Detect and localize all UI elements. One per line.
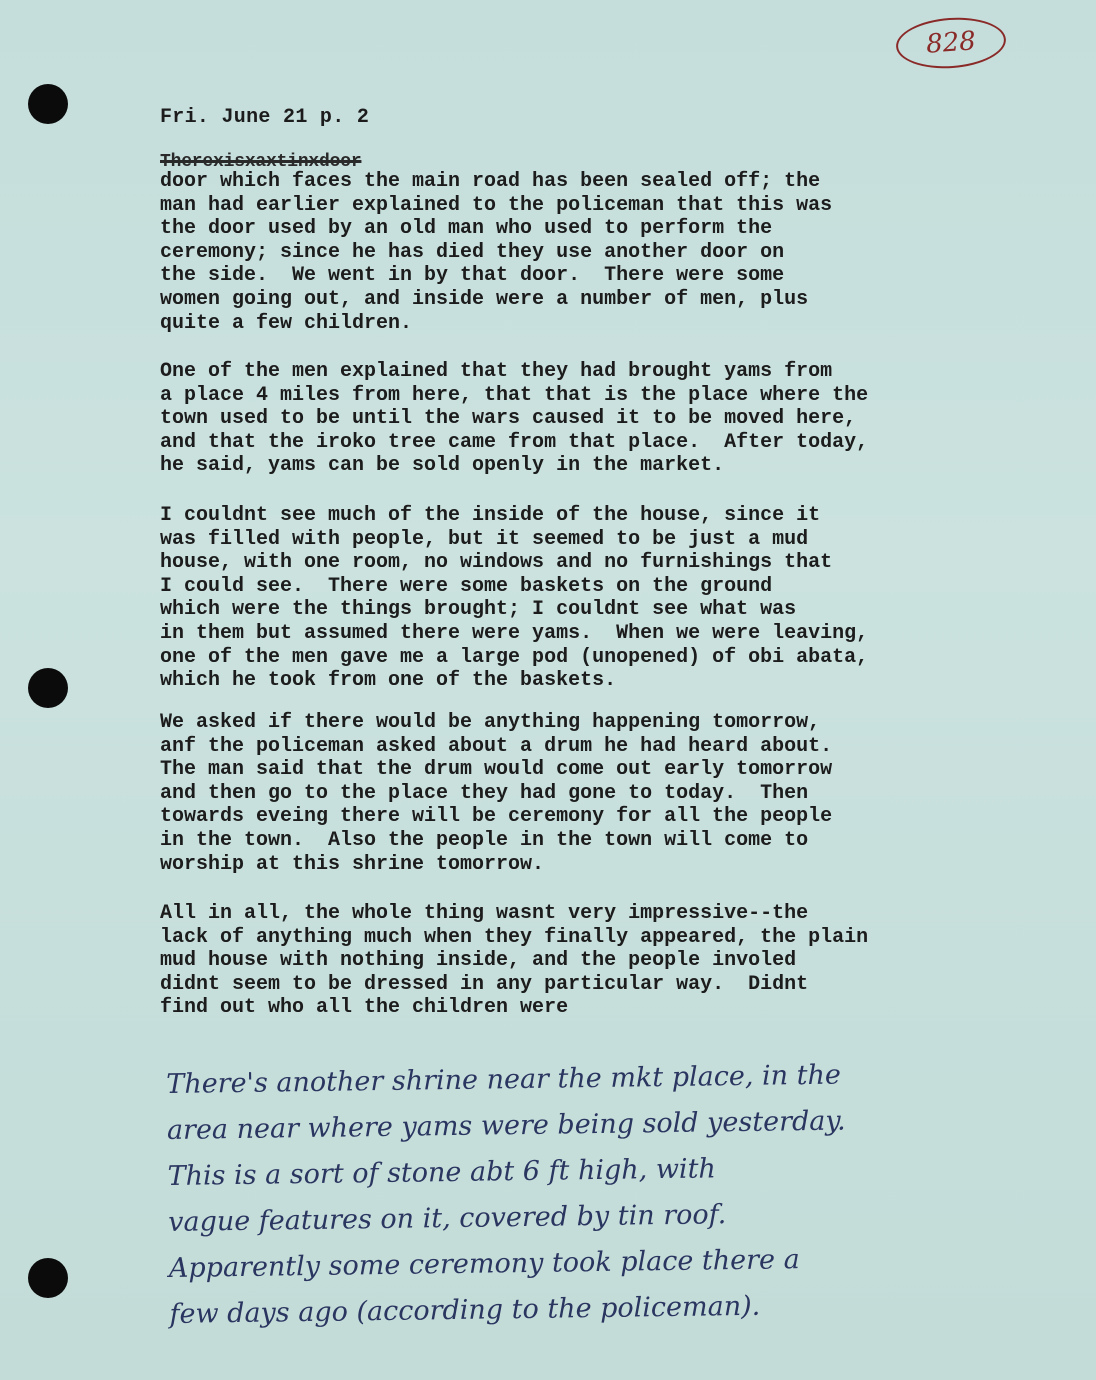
struck-out-text: Therexisxaxtinxdoor xyxy=(160,152,362,172)
page-number: 828 xyxy=(894,14,1007,72)
paragraph-1: door which faces the main road has been sealed off; the man had earlier explained to the policeman that this was the door used by an old man who used to perform the ceremony; since he has died they use another door on the side. We went in by that door. There were some women going out, and inside were a number of men, plus quite a few children. xyxy=(160,170,833,335)
punch-hole-bottom xyxy=(28,1258,68,1298)
paragraph-3: I couldnt see much of the inside of the house, since it was filled with people, but it seemed to be just a mud house, with one room, no windows and no furnishings that I could see. There were some baskets on the ground which were the things brought; I couldnt see what was in them but assumed there were yams. When we were leaving, one of the men gave me a large pod (unopened) of obi abata, which he took from one of the baskets. xyxy=(160,504,869,693)
paragraph-4: We asked if there would be anything happening tomorrow, anf the policeman asked about a drum he had heard about. The man said that the drum would come out early tomorrow and then go to the place they had gone to today. Then towards eveing there will be ceremony for all the people in the town. Also the people in the town will come to worship at this shrine tomorrow. xyxy=(160,711,833,876)
handwritten-note: There's another shrine near the mkt place, in the area near where yams were being sold yesterday. This is a sort of stone abt 6 ft high, with vague features on it, covered by tin roof. Apparently some ceremony took place there a few days ago (according to the policeman). xyxy=(166,1059,846,1330)
punch-hole-middle xyxy=(28,668,68,708)
punch-hole-top xyxy=(28,84,68,124)
page-header: Fri. June 21 p. 2 xyxy=(160,106,370,129)
paragraph-2: One of the men explained that they had brought yams from a place 4 miles from here, that that is the place where the town used to be until the wars caused it to be moved here, and that the iroko tree came from that place. After today, he said, yams can be sold openly in the market. xyxy=(160,360,869,478)
paragraph-5: All in all, the whole thing wasnt very impressive--the lack of anything much when they finally appeared, the plain mud house with nothing inside, and the people involed didnt seem to be dressed in any particular way. Didnt find out who all the children were xyxy=(160,902,869,1020)
